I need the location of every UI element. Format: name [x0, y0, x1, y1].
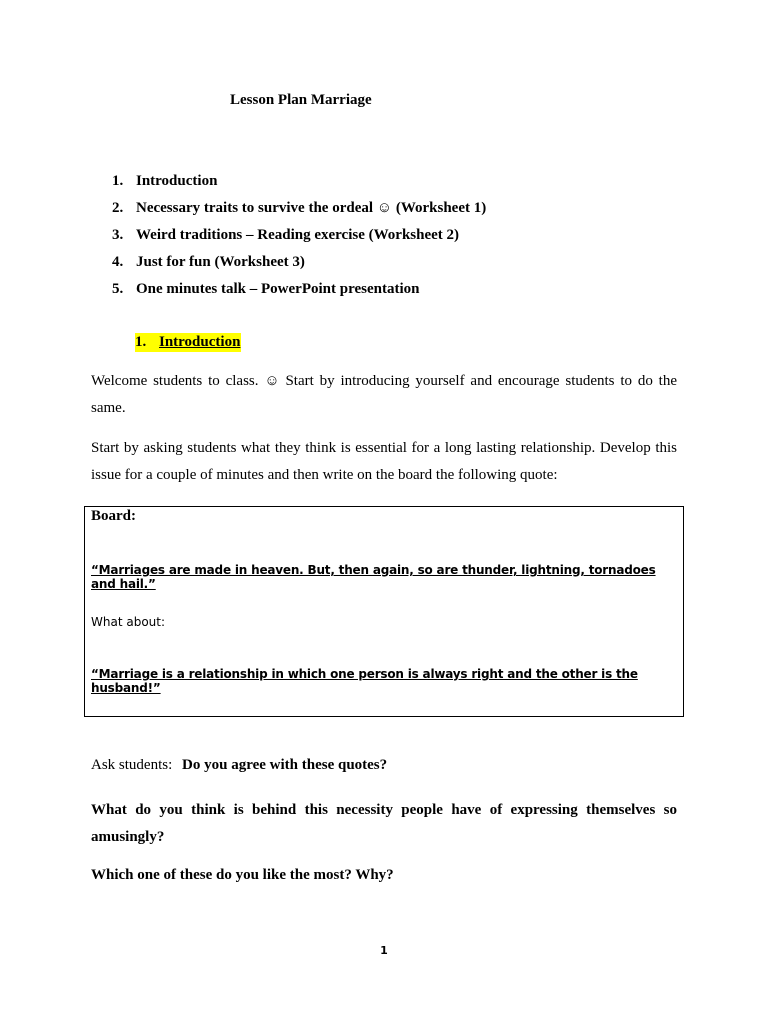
- toc-item: [112, 199, 486, 226]
- section-heading-number: 1.: [135, 334, 147, 350]
- page-number: 1: [380, 944, 388, 957]
- toc-item-number: 3.: [112, 227, 124, 243]
- board-box: [84, 506, 684, 717]
- section-heading-label: Introduction: [159, 334, 241, 350]
- discussion-question: What do you think is behind this necessity people have of expressing themselves so amusingly?: [91, 802, 677, 845]
- toc-item-number: 2.: [112, 200, 124, 216]
- what-about-label: What about:: [91, 615, 166, 629]
- ask-question: Do you agree with these quotes?: [182, 757, 388, 773]
- table-of-contents: [112, 172, 486, 307]
- toc-item-number: 5.: [112, 281, 124, 297]
- page-title: Lesson Plan Marriage: [230, 92, 372, 108]
- toc-item-text: Just for fun (Worksheet 3): [136, 254, 305, 270]
- toc-item: [112, 280, 486, 307]
- board-quote: “Marriages are made in heaven. But, then again, so are thunder, lightning, tornadoes and hail.”: [91, 563, 656, 591]
- toc-item: [112, 226, 486, 253]
- toc-item-number: 1.: [112, 173, 124, 189]
- board-quote: “Marriage is a relationship in which one person is always right and the other is the husband!”: [91, 667, 638, 695]
- intro-paragraph: Welcome students to class. ☺ Start by introducing yourself and encourage students to do the same.: [91, 373, 677, 416]
- board-label: Board:: [91, 508, 136, 524]
- toc-item-text: Weird traditions – Reading exercise (Worksheet 2): [136, 227, 460, 243]
- toc-item-text: Necessary traits to survive the ordeal ☺ (Worksheet 1): [136, 200, 487, 216]
- ask-students-line: [91, 757, 387, 774]
- toc-item-number: 4.: [112, 254, 124, 270]
- toc-item-text: Introduction: [136, 173, 218, 189]
- section-heading: [135, 333, 241, 352]
- discussion-question: Which one of these do you like the most? Why?: [91, 867, 394, 883]
- toc-item: [112, 253, 486, 280]
- toc-item: [112, 172, 486, 199]
- toc-item-text: One minutes talk – PowerPoint presentation: [136, 281, 420, 297]
- instruction-paragraph: Start by asking students what they think is essential for a long lasting relationship. Develop this issue for a couple of minutes and then write on the board the following quote:: [91, 440, 677, 483]
- ask-prefix: Ask students:: [91, 757, 173, 773]
